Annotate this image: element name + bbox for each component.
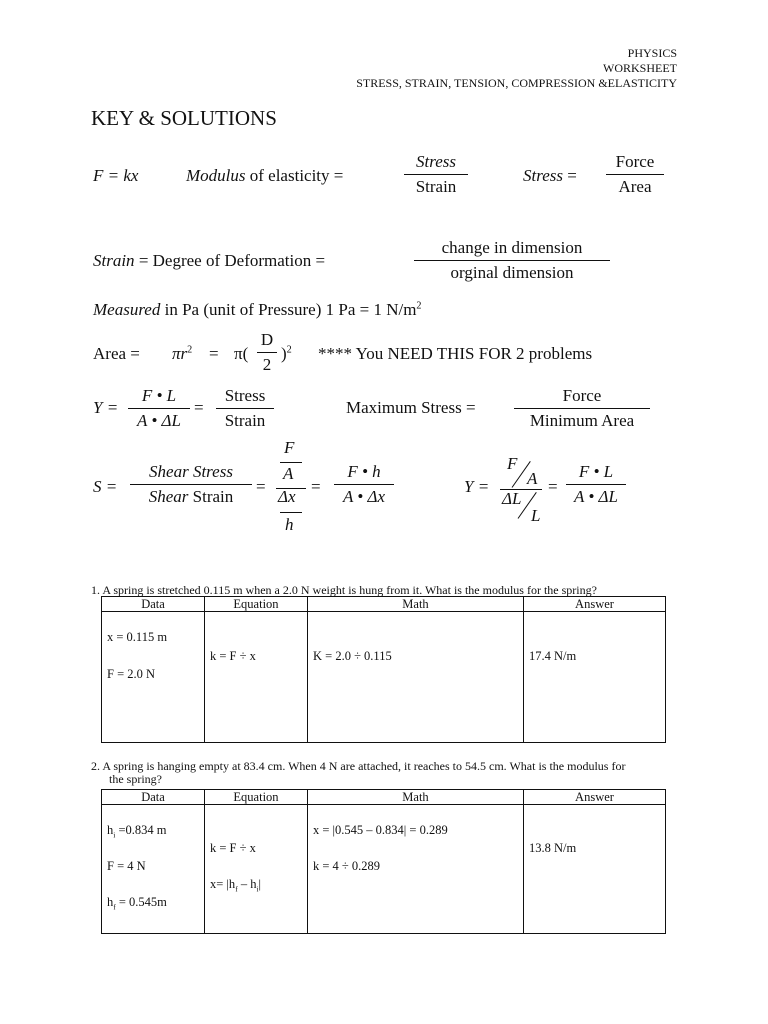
measured-line <box>93 300 422 320</box>
stress-num: Force <box>615 152 655 171</box>
shear-den2: A • Δx <box>342 487 386 506</box>
modulus-rest: of elasticity = <box>245 166 344 185</box>
young2-fraction <box>566 462 626 507</box>
area-eq: = <box>209 344 219 363</box>
stress-italic: Stress <box>523 166 563 185</box>
hooke-law: F = kx <box>93 166 139 185</box>
page-title: KEY & SOLUTIONS <box>91 106 277 130</box>
problem-2-equation-1: k = F ÷ x <box>210 841 256 855</box>
problem-2-header-data: Data <box>102 790 205 805</box>
area-two: 2 <box>262 355 272 374</box>
problem-1-data-cell <box>102 612 205 743</box>
problem-1-equation: k = F ÷ x <box>210 649 256 663</box>
area-sup2: 2 <box>286 344 292 356</box>
young-strain: Strain <box>224 411 266 430</box>
strain-label <box>93 251 325 271</box>
problem-2-data-f: F = 4 N <box>107 859 146 873</box>
young2-a: A <box>527 469 538 488</box>
measured-sup: 2 <box>416 300 422 312</box>
strain-num: change in dimension <box>441 238 583 257</box>
problem-1-answer: 17.4 N/m <box>529 649 577 663</box>
problem-2-data-hi: $h_i =0.834$ m <box>107 823 167 840</box>
problem-2-question-line1: 2. A spring is hanging empty at 83.4 cm. When 4 N are attached, it reaches to 54.5 cm. What is the modulus for <box>91 759 626 773</box>
problem-2-header-equation: Equation <box>205 790 308 805</box>
stress-fraction <box>606 152 664 197</box>
young-eq: = <box>194 398 204 417</box>
measured-text: in Pa (unit of Pressure) 1 Pa = 1 N/m <box>160 300 417 319</box>
stress-eq: = <box>563 166 577 185</box>
shear-dx: Δx <box>278 487 296 506</box>
young-stress: Stress <box>224 386 266 405</box>
problem-2-data-cell <box>102 805 205 934</box>
problem-1-question: 1. A spring is stretched 0.115 m when a 2.0 N weight is hung from it. What is the modulus for the spring? <box>91 583 597 597</box>
area-pi-r-text: πr <box>172 344 188 363</box>
max-stress-label: Maximum Stress = <box>346 398 476 417</box>
strain-text: = Degree of Deformation = <box>134 251 326 270</box>
problem-2-math-2: k = 4 ÷ 0.289 <box>313 859 381 873</box>
young2-dl: ΔL <box>502 489 522 508</box>
strain-den: orginal dimension <box>450 263 574 282</box>
problem-2-answer-cell <box>524 805 666 934</box>
strain-fraction <box>414 238 610 283</box>
problem-1-math-cell <box>308 612 524 743</box>
problem-2-table <box>101 789 666 934</box>
area-sup: 2 <box>187 344 193 356</box>
shear-num: Shear Stress <box>149 462 233 481</box>
young2-label: Y = <box>464 477 490 496</box>
problem-2-data-hf: $h_f = 0.545m$ <box>107 895 167 912</box>
shear-h: h <box>285 515 294 534</box>
shear-f: F <box>284 438 295 457</box>
problem-1-table <box>101 596 666 743</box>
shear-label: S = <box>93 477 118 496</box>
area-close: )$^2$ <box>281 344 292 363</box>
young2-num: F • L <box>578 462 614 481</box>
shear-eq1: = <box>256 477 266 496</box>
modulus-italic: Modulus <box>186 166 246 185</box>
modulus-label <box>186 166 343 186</box>
young2-f: F <box>507 454 518 473</box>
max-stress-fraction <box>514 386 650 431</box>
young-den: A • ΔL <box>137 411 181 430</box>
problem-1-answer-cell <box>524 612 666 743</box>
stress-den: Area <box>618 177 652 196</box>
modulus-num: Stress <box>416 152 456 171</box>
young2-eq: = <box>548 477 558 496</box>
problem-1-equation-cell <box>205 612 308 743</box>
young-stress-fraction <box>216 386 274 431</box>
modulus-den: Strain <box>415 177 457 196</box>
max-den: Minimum Area <box>529 411 635 430</box>
young-fraction <box>128 386 190 431</box>
problem-2-equation-cell <box>205 805 308 934</box>
problem-2-question-line2: the spring? <box>109 772 162 786</box>
shear-eq2: = <box>311 477 321 496</box>
problem-2-answer: 13.8 N/m <box>529 841 577 855</box>
young2-l: L <box>531 506 541 525</box>
shear-num2: F • h <box>347 462 381 481</box>
problem-2-header-math: Math <box>308 790 524 805</box>
area-label: Area = <box>93 344 140 363</box>
header-type: WORKSHEET <box>603 61 677 75</box>
area-d-fraction <box>257 330 277 375</box>
header-subject: PHYSICS <box>627 46 677 60</box>
shear-a: A <box>283 464 294 483</box>
problem-2-equation-2: $x= |h_f - h_i|$ <box>210 877 262 894</box>
young2-den: A • ΔL <box>574 487 618 506</box>
area-pi-open: π( <box>234 344 249 363</box>
area-note: **** You NEED THIS FOR 2 problems <box>318 344 593 363</box>
problem-2-header-answer: Answer <box>524 790 666 805</box>
problem-1-header-answer: Answer <box>524 597 666 612</box>
modulus-fraction <box>404 152 468 197</box>
problem-1-header-data: Data <box>102 597 205 612</box>
problem-1-data-f: F = 2.0 N <box>107 667 156 681</box>
problem-2-math-1: x = |0.545 – 0.834| = 0.289 <box>313 823 448 837</box>
area-d: D <box>260 330 274 349</box>
problem-1-header-math: Math <box>308 597 524 612</box>
stress-label <box>523 166 577 186</box>
max-num: Force <box>562 386 602 405</box>
header-topic: STRESS, STRAIN, TENSION, COMPRESSION &ELASTICITY <box>356 76 677 90</box>
young-label: Y = <box>93 398 119 417</box>
problem-1-math: K = 2.0 ÷ 0.115 <box>313 649 392 663</box>
young-num: F • L <box>141 386 177 405</box>
shear-fraction <box>130 462 252 507</box>
problem-1-data-x: x = 0.115 m <box>107 630 168 644</box>
strain-italic: Strain <box>93 251 135 270</box>
shear-fraction2 <box>334 462 394 507</box>
measured-italic: Measured <box>93 300 161 319</box>
area-pi-r <box>172 344 192 364</box>
problem-1-header-equation: Equation <box>205 597 308 612</box>
shear-den: Shear Strain <box>148 487 234 506</box>
problem-2-math-cell <box>308 805 524 934</box>
